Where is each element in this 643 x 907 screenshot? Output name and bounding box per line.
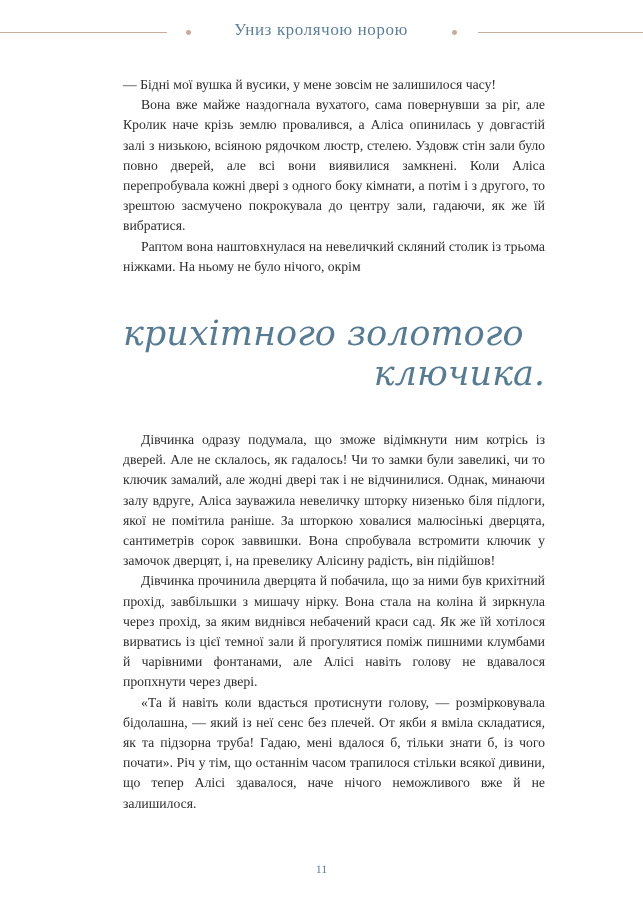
- header-rule-left: [0, 32, 167, 33]
- paragraph: Дівчинка одразу подумала, що зможе відімкнути ним котрісь із дверей. Але не склалось, як гадалось! Чи то замки були завеликі, чи то ключик замалий, але жодні двері так і не відчинилися. Однак, минаючи залу вдруге, Аліса зауважила невеличку шторку низенько біля підлоги, якої не помітила раніше. За шторкою ховалися малюсінькі дверцята, сантиметрів сорок заввишки. Вона спробувала встромити ключик у замочок дверцят, і, на превелику Алісину радість, він підійшов!: [123, 432, 545, 569]
- paragraph: «Та й навіть коли вдасться протиснути голову, — розмірковувала бідолашна, — який із неї сенс без плечей. От якби я вміла складатися, як та підзорна труба! Гадаю, мені вдалося б, тільки знати б, із чого почати». Річ у тім, що останнім часом трапилося стільки всякої дивини, що тепер Алісі здавалося, наче нічого неможливого вже й не залишилося.: [123, 694, 545, 811]
- pull-quote-line-2: ключика.: [373, 354, 545, 394]
- ornament-dot-left: [186, 30, 191, 35]
- header-rule-right: [478, 32, 643, 33]
- paragraph: Вона вже майже наздогнала вухатого, сама повернувши за ріг, але Кролик наче крізь землю провалився, а Аліса опинилась у довгастій залі з низькою, всіяною рядочком люстр, стелею. Уздовж стін зали було повно дверей, але всі вони виявилися замкнені. Коли Аліса перепробувала кожні двері з одного боку кімнати, а потім і з другого, то зрештою засмучено покрокувала до центру зали, гадаючи, як же їй вибратися.: [123, 97, 545, 234]
- pull-quote-line-1: крихітного золотого: [123, 314, 524, 354]
- paragraph: — Бідні мої вушка й вусики, у мене зовсім не залишилося часу!: [123, 77, 496, 92]
- running-header: [0, 0, 643, 66]
- page-number: 11: [315, 862, 328, 876]
- body-text-bottom: [123, 430, 545, 814]
- ornament-dot-right: [452, 30, 457, 35]
- paragraph: Дівчинка прочинила дверцята й побачила, що за ними був крихітний прохід, завбільшки з мишачу нірку. Вона стала на коліна й зиркнула через прохід, за яким виднівся небачений краси сад. Як же їй хотілося вирватись із цієї темної зали й прогулятися поміж пишними клумбами й чарівними фонтанами, але Алісі навіть голову не вдавалося пропхнути через двері.: [123, 573, 545, 690]
- paragraph: Раптом вона наштовхнулася на невеличкий скляний столик із трьома ніжками. На ньому не було нічого, окрім: [123, 238, 545, 274]
- body-text-top: [123, 75, 545, 277]
- chapter-title: Униз кролячою норою: [234, 20, 408, 39]
